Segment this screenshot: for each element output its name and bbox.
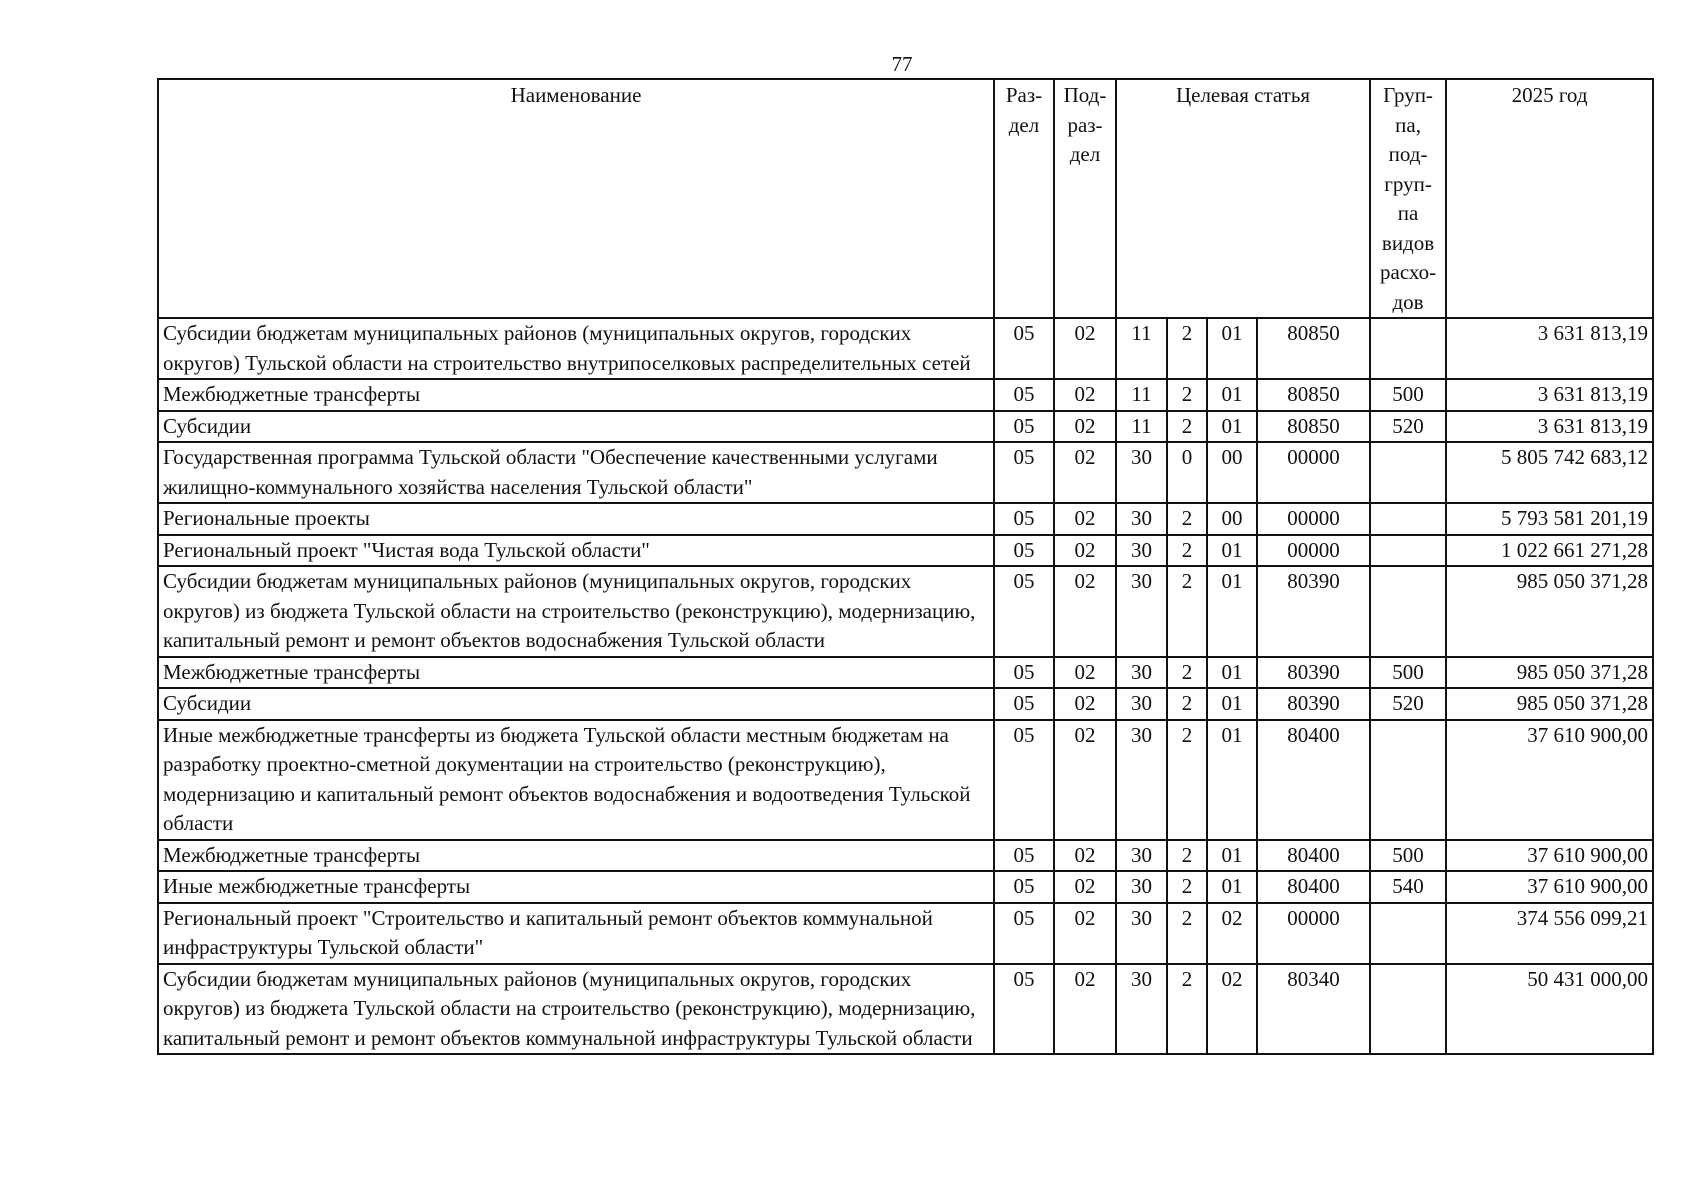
table-row	[158, 840, 1653, 872]
cell-subsection: 02	[1054, 379, 1116, 411]
table-row	[158, 411, 1653, 443]
cell-section: 05	[994, 657, 1054, 689]
cell-target-type: 2	[1167, 840, 1207, 872]
header-expense-group: Груп- па, под- груп- па видов расхо- дов	[1370, 79, 1446, 318]
budget-table	[157, 78, 1654, 1055]
cell-target-type: 2	[1167, 566, 1207, 657]
cell-section: 05	[994, 688, 1054, 720]
cell-section: 05	[994, 840, 1054, 872]
cell-subsection: 02	[1054, 657, 1116, 689]
cell-target-event: 01	[1207, 688, 1257, 720]
cell-target-type: 2	[1167, 503, 1207, 535]
cell-amount: 37 610 900,00	[1446, 840, 1653, 872]
cell-amount: 985 050 371,28	[1446, 688, 1653, 720]
cell-target-event: 00	[1207, 442, 1257, 503]
cell-target-program: 30	[1116, 503, 1167, 535]
cell-expense-group: 520	[1370, 688, 1446, 720]
cell-amount: 3 631 813,19	[1446, 318, 1653, 379]
cell-amount: 5 805 742 683,12	[1446, 442, 1653, 503]
cell-name: Межбюджетные трансферты	[158, 840, 994, 872]
cell-target-event: 01	[1207, 318, 1257, 379]
table-row	[158, 379, 1653, 411]
cell-target-program: 30	[1116, 903, 1167, 964]
cell-name: Межбюджетные трансферты	[158, 657, 994, 689]
cell-target-type: 2	[1167, 720, 1207, 840]
cell-subsection: 02	[1054, 318, 1116, 379]
cell-section: 05	[994, 871, 1054, 903]
cell-name: Субсидии бюджетам муниципальных районов (муниципальных округов, городских округов) из бюджета Тульской области на строительство (реконструкцию), модернизацию, капитальный ремонт и ремонт объектов водоснабжения Тульской области	[158, 566, 994, 657]
cell-target-type: 2	[1167, 964, 1207, 1055]
cell-name: Субсидии	[158, 411, 994, 443]
cell-section: 05	[994, 566, 1054, 657]
cell-target-direction: 00000	[1257, 535, 1370, 567]
cell-target-type: 2	[1167, 871, 1207, 903]
cell-target-type: 2	[1167, 903, 1207, 964]
cell-expense-group	[1370, 318, 1446, 379]
cell-expense-group: 540	[1370, 871, 1446, 903]
cell-target-direction: 80400	[1257, 871, 1370, 903]
cell-section: 05	[994, 903, 1054, 964]
cell-name: Региональные проекты	[158, 503, 994, 535]
cell-target-direction: 80390	[1257, 688, 1370, 720]
cell-section: 05	[994, 318, 1054, 379]
cell-target-direction: 80400	[1257, 720, 1370, 840]
cell-target-program: 30	[1116, 566, 1167, 657]
cell-subsection: 02	[1054, 442, 1116, 503]
table-row	[158, 688, 1653, 720]
cell-target-type: 0	[1167, 442, 1207, 503]
header-target-article: Целевая статья	[1116, 79, 1370, 318]
cell-expense-group	[1370, 442, 1446, 503]
cell-subsection: 02	[1054, 535, 1116, 567]
cell-amount: 5 793 581 201,19	[1446, 503, 1653, 535]
page-number: 77	[891, 52, 913, 76]
cell-amount: 985 050 371,28	[1446, 566, 1653, 657]
cell-target-event: 00	[1207, 503, 1257, 535]
cell-name: Государственная программа Тульской области "Обеспечение качественными услугами жилищно-коммунального хозяйства населения Тульской области"	[158, 442, 994, 503]
cell-target-direction: 00000	[1257, 503, 1370, 535]
cell-target-type: 2	[1167, 379, 1207, 411]
cell-target-program: 30	[1116, 535, 1167, 567]
cell-expense-group: 500	[1370, 840, 1446, 872]
cell-target-direction: 80340	[1257, 964, 1370, 1055]
cell-amount: 50 431 000,00	[1446, 964, 1653, 1055]
cell-section: 05	[994, 535, 1054, 567]
table-row	[158, 503, 1653, 535]
cell-subsection: 02	[1054, 720, 1116, 840]
table-row	[158, 442, 1653, 503]
cell-target-direction: 00000	[1257, 442, 1370, 503]
cell-target-program: 11	[1116, 379, 1167, 411]
cell-name: Субсидии	[158, 688, 994, 720]
cell-name: Региональный проект "Строительство и капитальный ремонт объектов коммунальной инфраструктуры Тульской области"	[158, 903, 994, 964]
cell-section: 05	[994, 964, 1054, 1055]
cell-name: Межбюджетные трансферты	[158, 379, 994, 411]
table-row	[158, 535, 1653, 567]
header-section: Раз- дел	[994, 79, 1054, 318]
cell-target-program: 30	[1116, 688, 1167, 720]
cell-subsection: 02	[1054, 503, 1116, 535]
cell-expense-group: 500	[1370, 379, 1446, 411]
cell-subsection: 02	[1054, 903, 1116, 964]
cell-target-event: 02	[1207, 964, 1257, 1055]
cell-target-type: 2	[1167, 411, 1207, 443]
cell-section: 05	[994, 379, 1054, 411]
cell-expense-group	[1370, 964, 1446, 1055]
table-row	[158, 871, 1653, 903]
cell-amount: 3 631 813,19	[1446, 379, 1653, 411]
cell-amount: 374 556 099,21	[1446, 903, 1653, 964]
table-row	[158, 566, 1653, 657]
cell-subsection: 02	[1054, 840, 1116, 872]
cell-subsection: 02	[1054, 688, 1116, 720]
cell-section: 05	[994, 720, 1054, 840]
cell-target-type: 2	[1167, 657, 1207, 689]
cell-target-type: 2	[1167, 688, 1207, 720]
cell-expense-group	[1370, 503, 1446, 535]
cell-target-event: 01	[1207, 411, 1257, 443]
header-name: Наименование	[158, 79, 994, 318]
cell-name: Субсидии бюджетам муниципальных районов (муниципальных округов, городских округов) Тульской области на строительство внутрипоселковых распределительных сетей	[158, 318, 994, 379]
cell-target-event: 01	[1207, 566, 1257, 657]
cell-target-event: 01	[1207, 657, 1257, 689]
header-subsection: Под- раз- дел	[1054, 79, 1116, 318]
table-row	[158, 720, 1653, 840]
cell-name: Иные межбюджетные трансферты	[158, 871, 994, 903]
cell-expense-group	[1370, 903, 1446, 964]
cell-expense-group: 520	[1370, 411, 1446, 443]
cell-target-direction: 80390	[1257, 566, 1370, 657]
table-row	[158, 318, 1653, 379]
cell-target-event: 02	[1207, 903, 1257, 964]
cell-section: 05	[994, 442, 1054, 503]
cell-expense-group	[1370, 566, 1446, 657]
cell-target-program: 11	[1116, 318, 1167, 379]
cell-name: Субсидии бюджетам муниципальных районов (муниципальных округов, городских округов) из бюджета Тульской области на строительство (реконструкцию), модернизацию, капитальный ремонт и ремонт объектов коммунальной инфраструктуры Тульской области	[158, 964, 994, 1055]
cell-section: 05	[994, 503, 1054, 535]
cell-expense-group	[1370, 720, 1446, 840]
cell-target-program: 30	[1116, 720, 1167, 840]
cell-subsection: 02	[1054, 411, 1116, 443]
cell-target-direction: 80390	[1257, 657, 1370, 689]
cell-amount: 3 631 813,19	[1446, 411, 1653, 443]
cell-target-event: 01	[1207, 840, 1257, 872]
cell-target-program: 30	[1116, 871, 1167, 903]
cell-amount: 37 610 900,00	[1446, 871, 1653, 903]
cell-expense-group: 500	[1370, 657, 1446, 689]
cell-section: 05	[994, 411, 1054, 443]
cell-target-program: 30	[1116, 442, 1167, 503]
cell-amount: 985 050 371,28	[1446, 657, 1653, 689]
table-row	[158, 964, 1653, 1055]
cell-name: Региональный проект "Чистая вода Тульской области"	[158, 535, 994, 567]
cell-subsection: 02	[1054, 566, 1116, 657]
cell-target-type: 2	[1167, 318, 1207, 379]
cell-target-direction: 80850	[1257, 411, 1370, 443]
cell-target-event: 01	[1207, 871, 1257, 903]
cell-target-direction: 00000	[1257, 903, 1370, 964]
table-body	[158, 318, 1653, 1054]
cell-target-program: 30	[1116, 657, 1167, 689]
cell-target-event: 01	[1207, 379, 1257, 411]
cell-target-event: 01	[1207, 720, 1257, 840]
cell-target-direction: 80400	[1257, 840, 1370, 872]
header-year: 2025 год	[1446, 79, 1653, 318]
cell-subsection: 02	[1054, 871, 1116, 903]
table-row	[158, 657, 1653, 689]
cell-amount: 37 610 900,00	[1446, 720, 1653, 840]
cell-target-direction: 80850	[1257, 318, 1370, 379]
cell-target-program: 30	[1116, 840, 1167, 872]
table-row	[158, 903, 1653, 964]
cell-name: Иные межбюджетные трансферты из бюджета Тульской области местным бюджетам на разработку проектно-сметной документации на строительство (реконструкцию), модернизацию и капитальный ремонт объектов водоснабжения и водоотведения Тульской области	[158, 720, 994, 840]
cell-target-type: 2	[1167, 535, 1207, 567]
cell-target-direction: 80850	[1257, 379, 1370, 411]
cell-target-program: 30	[1116, 964, 1167, 1055]
cell-expense-group	[1370, 535, 1446, 567]
cell-amount: 1 022 661 271,28	[1446, 535, 1653, 567]
cell-subsection: 02	[1054, 964, 1116, 1055]
table-header-row	[158, 79, 1653, 318]
cell-target-event: 01	[1207, 535, 1257, 567]
cell-target-program: 11	[1116, 411, 1167, 443]
